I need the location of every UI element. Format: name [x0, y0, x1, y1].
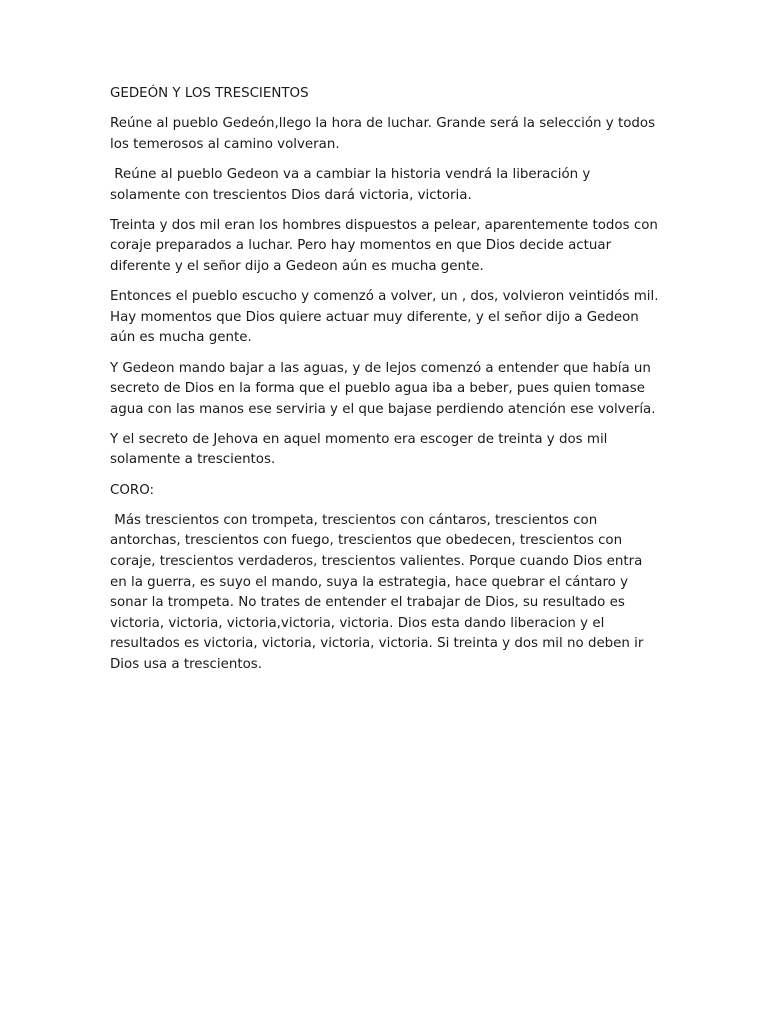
chorus-heading: CORO: — [110, 482, 155, 498]
paragraph: Y Gedeon mando bajar a las aguas, y de lejos comenzó a entender que había un secreto de Dios en la forma que el pueblo agua iba a beber, pues quien tomase agua con las manos ese serviria y el que bajase perdiendo atención ese volvería. — [110, 360, 656, 417]
paragraph: Y el secreto de Jehova en aquel momento era escoger de treinta y dos mil solamente a trescientos. — [110, 431, 608, 468]
paragraph: Reúne al pueblo Gedeón,llego la hora de luchar. Grande será la selección y todos los temerosos al camino volveran. — [110, 116, 660, 152]
document-title: GEDEÓN Y LOS TRESCIENTOS — [110, 86, 309, 101]
paragraph: Más trescientos con trompeta, trescientos con cántaros, trescientos con antorchas, trescientos con fuego, trescientos que obedecen, trescientos con coraje, trescientos verdaderos, trescientos valientes. Porque cuando Dios entra en la guerra, es suyo el mando, suya la estrategia, hace quebrar el cántaro y sonar la trompeta. No trates de entender el trabajar de Dios, su resultado es victoria, victoria, victoria,victoria, victoria. Dios esta dando liberacion y el resultados es victoria, victoria, victoria, victoria. Si treinta y dos mil no deben ir Dios usa a trescientos. — [110, 512, 648, 672]
paragraph: Entonces el pueblo escucho y comenzó a volver, un , dos, volvieron veintidós mil. Hay momentos que Dios quiere actuar muy diferente, y el señor dijo a Gedeon aún es mucha gente. — [110, 289, 659, 346]
paragraph: Reúne al pueblo Gedeon va a cambiar la historia vendrá la liberación y solamente con trescientos Dios dará victoria, victoria. — [110, 166, 595, 203]
paragraph: Treinta y dos mil eran los hombres dispuestos a pelear, aparentemente todos con coraje preparados a luchar. Pero hay momentos en que Dios decide actuar diferente y el señor dijo a Gedeon aún es mucha gente. — [110, 217, 658, 274]
document-body — [110, 84, 660, 685]
